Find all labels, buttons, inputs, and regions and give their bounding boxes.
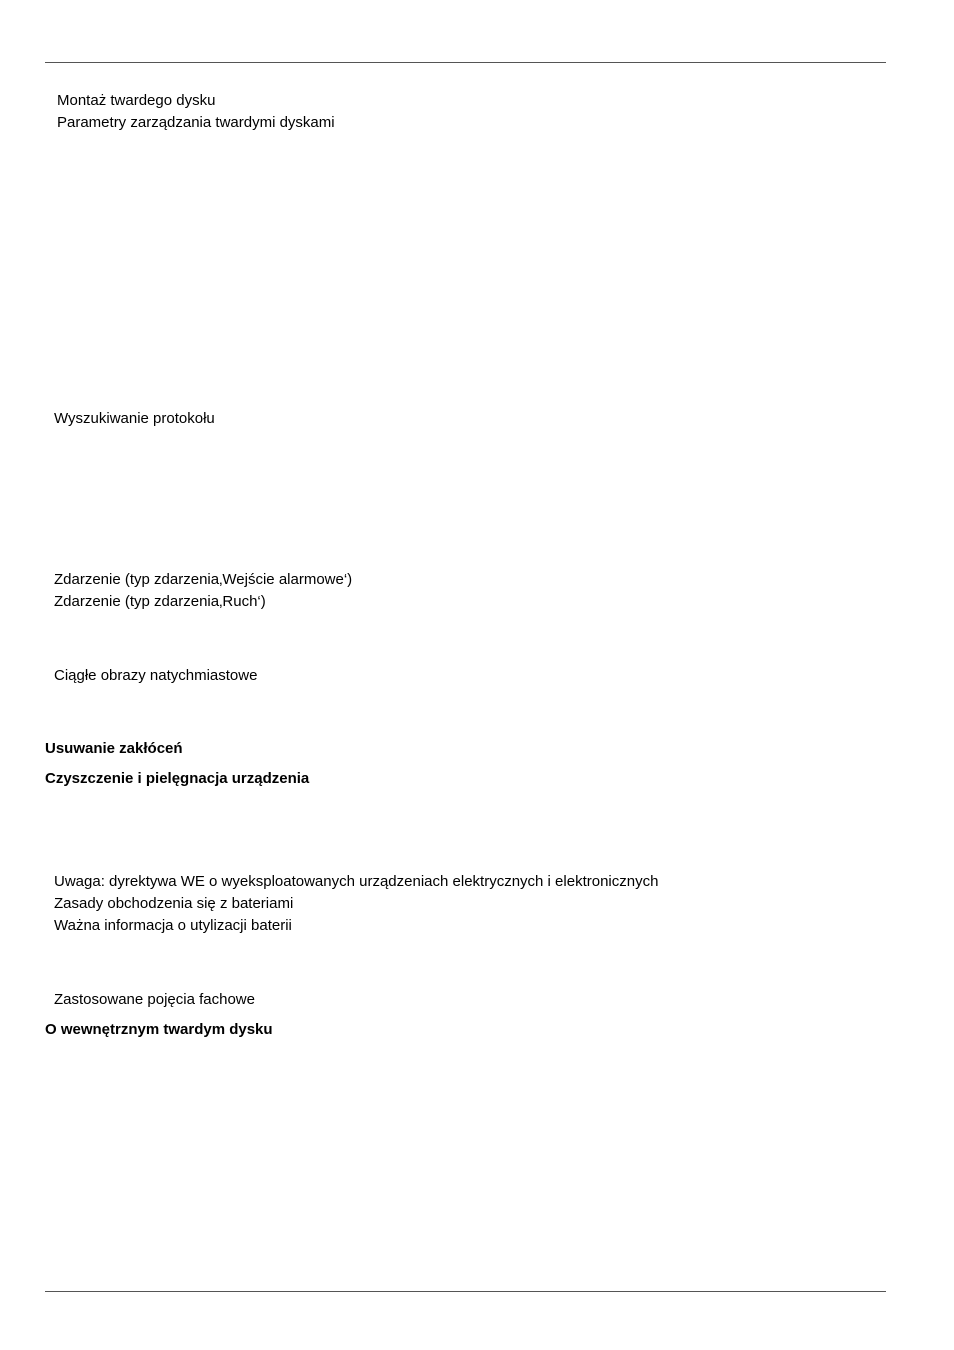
footer-rule [45, 1291, 886, 1292]
toc-entry-event-motion: Zdarzenie (typ zdarzenia‚Ruch‘) [54, 593, 266, 610]
toc-entry-hdd-management-params: Parametry zarządzania twardymi dyskami [57, 114, 335, 131]
toc-entry-event-alarm-input: Zdarzenie (typ zdarzenia‚Wejście alarmowe‘) [54, 571, 353, 588]
toc-entry-battery-handling: Zasady obchodzenia się z bateriami [54, 895, 294, 912]
header-rule [45, 62, 886, 63]
toc-entry-hdd-mounting: Montaż twardego dysku [57, 92, 216, 109]
toc-entry-continuous-snapshots: Ciągłe obrazy natychmiastowe [54, 667, 258, 684]
section-heading-troubleshooting: Usuwanie zakłóceń [45, 740, 183, 757]
section-heading-internal-hdd: O wewnętrznym twardym dysku [45, 1021, 273, 1038]
toc-entry-technical-terms: Zastosowane pojęcia fachowe [54, 991, 255, 1008]
toc-entry-battery-disposal: Ważna informacja o utylizacji baterii [54, 917, 292, 934]
section-heading-cleaning-care: Czyszczenie i pielęgnacja urządzenia [45, 770, 310, 787]
toc-entry-log-search: Wyszukiwanie protokołu [54, 410, 215, 427]
toc-entry-weee-notice: Uwaga: dyrektywa WE o wyeksploatowanych urządzeniach elektrycznych i elektronicznych [54, 873, 659, 890]
